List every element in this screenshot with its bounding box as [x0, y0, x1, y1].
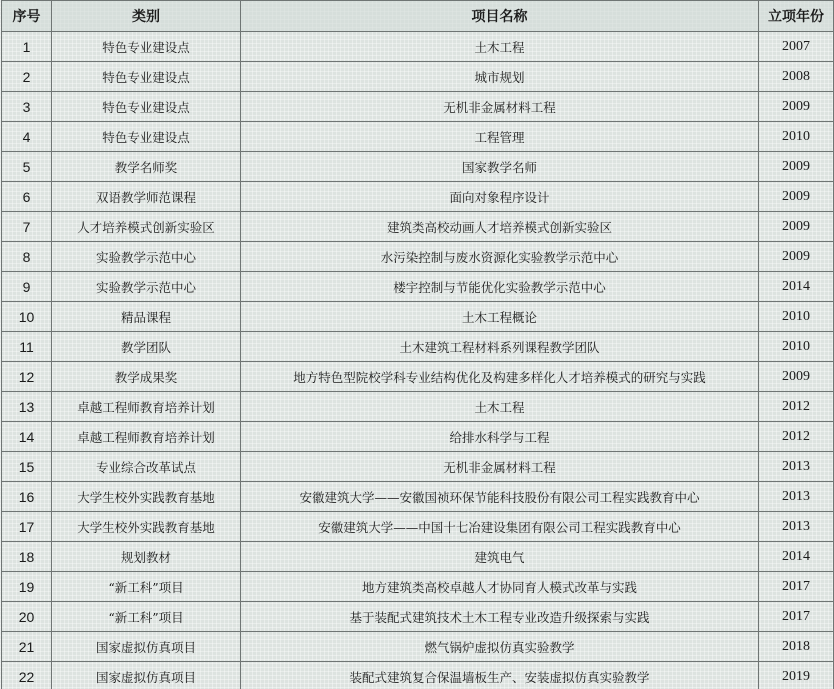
- table-row: [2, 332, 834, 362]
- row-number: 10: [2, 302, 52, 332]
- row-year: 2014: [759, 272, 834, 302]
- table-row: [2, 152, 834, 182]
- header-year: 立项年份: [759, 1, 834, 32]
- row-category: 人才培养模式创新实验区: [52, 212, 241, 242]
- row-category: 卓越工程师教育培养计划: [52, 422, 241, 452]
- row-category: 实验教学示范中心: [52, 272, 241, 302]
- table-row: [2, 122, 834, 152]
- row-number: 8: [2, 242, 52, 272]
- row-year: 2008: [759, 62, 834, 92]
- row-category: 特色专业建设点: [52, 62, 241, 92]
- row-year: 2009: [759, 362, 834, 392]
- table-row: [2, 32, 834, 62]
- row-project-name: 楼宇控制与节能优化实验教学示范中心: [241, 272, 759, 302]
- table-row: [2, 92, 834, 122]
- table-row: [2, 392, 834, 422]
- row-number: 21: [2, 632, 52, 662]
- table-row: [2, 512, 834, 542]
- row-project-name: 地方建筑类高校卓越人才协同育人模式改革与实践: [241, 572, 759, 602]
- row-number: 5: [2, 152, 52, 182]
- row-category: 规划教材: [52, 542, 241, 572]
- row-project-name: 城市规划: [241, 62, 759, 92]
- row-category: 实验教学示范中心: [52, 242, 241, 272]
- row-year: 2017: [759, 572, 834, 602]
- row-year: 2013: [759, 512, 834, 542]
- row-project-name: 燃气锅炉虚拟仿真实验教学: [241, 632, 759, 662]
- row-year: 2018: [759, 632, 834, 662]
- row-number: 14: [2, 422, 52, 452]
- row-number: 13: [2, 392, 52, 422]
- table-row: [2, 182, 834, 212]
- row-year: 2007: [759, 32, 834, 62]
- row-category: 国家虚拟仿真项目: [52, 662, 241, 689]
- row-project-name: 土木工程: [241, 392, 759, 422]
- row-category: 卓越工程师教育培养计划: [52, 392, 241, 422]
- table-row: [2, 302, 834, 332]
- row-number: 3: [2, 92, 52, 122]
- row-category: “新工科”项目: [52, 602, 241, 632]
- row-year: 2009: [759, 152, 834, 182]
- header-row: [2, 1, 834, 32]
- row-category: 教学名师奖: [52, 152, 241, 182]
- row-number: 15: [2, 452, 52, 482]
- table-row: [2, 602, 834, 632]
- row-number: 7: [2, 212, 52, 242]
- row-project-name: 无机非金属材料工程: [241, 452, 759, 482]
- row-number: 20: [2, 602, 52, 632]
- row-category: 精品课程: [52, 302, 241, 332]
- row-number: 9: [2, 272, 52, 302]
- row-category: 特色专业建设点: [52, 122, 241, 152]
- table-row: [2, 212, 834, 242]
- row-project-name: 土木工程: [241, 32, 759, 62]
- row-category: 专业综合改革试点: [52, 452, 241, 482]
- row-year: 2013: [759, 482, 834, 512]
- row-category: 教学成果奖: [52, 362, 241, 392]
- row-year: 2010: [759, 332, 834, 362]
- row-number: 16: [2, 482, 52, 512]
- row-year: 2009: [759, 92, 834, 122]
- row-project-name: 装配式建筑复合保温墙板生产、安装虚拟仿真实验教学: [241, 662, 759, 689]
- row-project-name: 安徽建筑大学——中国十七冶建设集团有限公司工程实践教育中心: [241, 512, 759, 542]
- row-year: 2013: [759, 452, 834, 482]
- table-body: [2, 32, 834, 689]
- row-project-name: 建筑类高校动画人才培养模式创新实验区: [241, 212, 759, 242]
- row-category: 教学团队: [52, 332, 241, 362]
- row-year: 2009: [759, 242, 834, 272]
- row-category: 双语教学师范课程: [52, 182, 241, 212]
- table-row: [2, 422, 834, 452]
- row-year: 2010: [759, 122, 834, 152]
- row-year: 2014: [759, 542, 834, 572]
- header-no: 序号: [2, 1, 52, 32]
- table-row: [2, 542, 834, 572]
- row-year: 2017: [759, 602, 834, 632]
- table-header: [2, 1, 834, 32]
- row-project-name: 土木工程概论: [241, 302, 759, 332]
- row-category: “新工科”项目: [52, 572, 241, 602]
- row-number: 17: [2, 512, 52, 542]
- row-project-name: 水污染控制与废水资源化实验教学示范中心: [241, 242, 759, 272]
- row-project-name: 国家教学名师: [241, 152, 759, 182]
- table-row: [2, 62, 834, 92]
- table-row: [2, 572, 834, 602]
- row-year: 2019: [759, 662, 834, 689]
- row-category: 国家虚拟仿真项目: [52, 632, 241, 662]
- table-row: [2, 272, 834, 302]
- row-category: 大学生校外实践教育基地: [52, 512, 241, 542]
- row-project-name: 地方特色型院校学科专业结构优化及构建多样化人才培养模式的研究与实践: [241, 362, 759, 392]
- row-number: 4: [2, 122, 52, 152]
- table-row: [2, 242, 834, 272]
- row-number: 18: [2, 542, 52, 572]
- table-row: [2, 452, 834, 482]
- row-project-name: 无机非金属材料工程: [241, 92, 759, 122]
- row-number: 1: [2, 32, 52, 62]
- row-project-name: 土木建筑工程材料系列课程教学团队: [241, 332, 759, 362]
- table-row: [2, 362, 834, 392]
- row-year: 2010: [759, 302, 834, 332]
- table-row: [2, 482, 834, 512]
- row-project-name: 工程管理: [241, 122, 759, 152]
- row-number: 12: [2, 362, 52, 392]
- row-year: 2012: [759, 392, 834, 422]
- row-number: 19: [2, 572, 52, 602]
- row-number: 22: [2, 662, 52, 689]
- table-row: [2, 662, 834, 689]
- row-category: 大学生校外实践教育基地: [52, 482, 241, 512]
- header-category: 类别: [52, 1, 241, 32]
- row-number: 6: [2, 182, 52, 212]
- row-number: 11: [2, 332, 52, 362]
- row-project-name: 给排水科学与工程: [241, 422, 759, 452]
- row-category: 特色专业建设点: [52, 32, 241, 62]
- row-project-name: 建筑电气: [241, 542, 759, 572]
- row-year: 2009: [759, 212, 834, 242]
- row-year: 2009: [759, 182, 834, 212]
- row-category: 特色专业建设点: [52, 92, 241, 122]
- header-name: 项目名称: [241, 1, 759, 32]
- row-project-name: 基于装配式建筑技术土木工程专业改造升级探索与实践: [241, 602, 759, 632]
- row-number: 2: [2, 62, 52, 92]
- row-project-name: 安徽建筑大学——安徽国祯环保节能科技股份有限公司工程实践教育中心: [241, 482, 759, 512]
- row-year: 2012: [759, 422, 834, 452]
- projects-table: [1, 0, 834, 689]
- row-project-name: 面向对象程序设计: [241, 182, 759, 212]
- table-row: [2, 632, 834, 662]
